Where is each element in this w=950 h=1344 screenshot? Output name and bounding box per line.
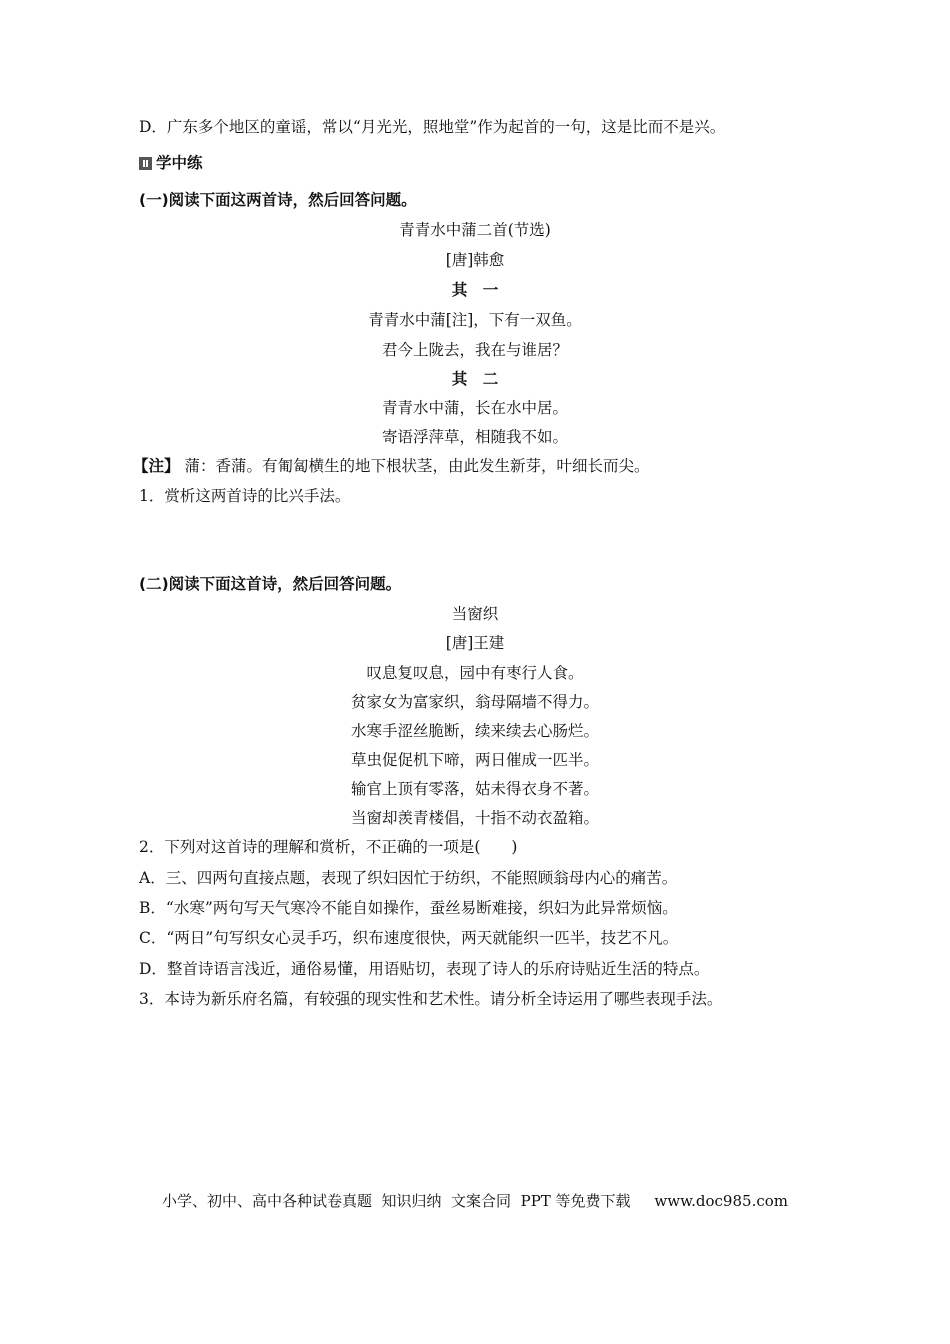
poem2-line-3: 水寒手涩丝脆断，续来续去心肠烂。 bbox=[350, 722, 599, 740]
question-3: 3．本诗为新乐府名篇，有较强的现实性和艺术性。请分析全诗运用了哪些表现手法。 bbox=[139, 990, 723, 1008]
part2-instruction: (二)阅读下面这首诗，然后回答问题。 bbox=[139, 575, 402, 593]
option-d-text: D．广东多个地区的童谣，常以“月光光，照地堂”作为起首的一句，这是比而不是兴。 bbox=[139, 118, 726, 136]
poem1-sub1-line-1: 青青水中蒲[注]，下有一双鱼。 bbox=[368, 311, 582, 329]
note-label: 【注】 bbox=[133, 457, 180, 475]
poem2-title: 当窗织 bbox=[451, 605, 499, 623]
poem2-line-5: 输官上顶有零落，姑未得衣身不著。 bbox=[350, 780, 599, 798]
page-footer: 小学、初中、高中各种试卷真题 知识归纳 文案合同 PPT 等免费下载 www.doc985.com bbox=[161, 1192, 788, 1210]
poem1-sub1-title: 其 一 bbox=[451, 281, 499, 299]
poem2-line-2: 贫家女为富家织，翁母隔墙不得力。 bbox=[350, 693, 599, 711]
section-heading bbox=[139, 152, 203, 174]
poem1-sub1-line-2: 君今上陇去，我在与谁居？ bbox=[381, 341, 568, 359]
note-text: 蒲：香蒲。有匍匐横生的地下根状茎，由此发生新芽，叶细长而尖。 bbox=[184, 457, 650, 475]
part1-instruction: (一)阅读下面这两首诗，然后回答问题。 bbox=[139, 191, 417, 209]
poem1-author: [唐]韩愈 bbox=[445, 251, 505, 269]
option-c: C．“两日”句写织女心灵手巧，织布速度很快，两天就能织一匹半，技艺不凡。 bbox=[139, 929, 679, 947]
poem2-line-6: 当窗却羡青楼倡，十指不动衣盈箱。 bbox=[350, 809, 599, 827]
option-b: B．“水寒”两句写天气寒冷不能自如操作，蚕丝易断难接，织妇为此异常烦恼。 bbox=[139, 899, 678, 917]
poem2-line-4: 草虫促促机下啼，两日催成一匹半。 bbox=[350, 751, 599, 769]
option-a: A．三、四两句直接点题，表现了织妇因忙于纺织，不能照顾翁母内心的痛苦。 bbox=[139, 869, 678, 887]
poem1-note bbox=[133, 455, 649, 477]
section-heading-label: 学中练 bbox=[156, 154, 203, 172]
poem1-title: 青青水中蒲二首(节选) bbox=[399, 221, 551, 239]
poem1-sub2-title: 其 二 bbox=[451, 370, 499, 388]
option-d: D．整首诗语言浅近，通俗易懂，用语贴切，表现了诗人的乐府诗贴近生活的特点。 bbox=[139, 960, 710, 978]
section-marker-icon bbox=[139, 157, 152, 170]
poem1-sub2-line-1: 青青水中蒲，长在水中居。 bbox=[381, 399, 568, 417]
poem2-author: [唐]王建 bbox=[445, 634, 505, 652]
poem2-line-1: 叹息复叹息，园中有枣行人食。 bbox=[366, 664, 584, 682]
question-1: 1．赏析这两首诗的比兴手法。 bbox=[139, 487, 351, 505]
poem1-sub2-line-2: 寄语浮萍草，相随我不如。 bbox=[381, 428, 568, 446]
question-2: 2．下列对这首诗的理解和赏析，不正确的一项是( ) bbox=[139, 838, 518, 856]
